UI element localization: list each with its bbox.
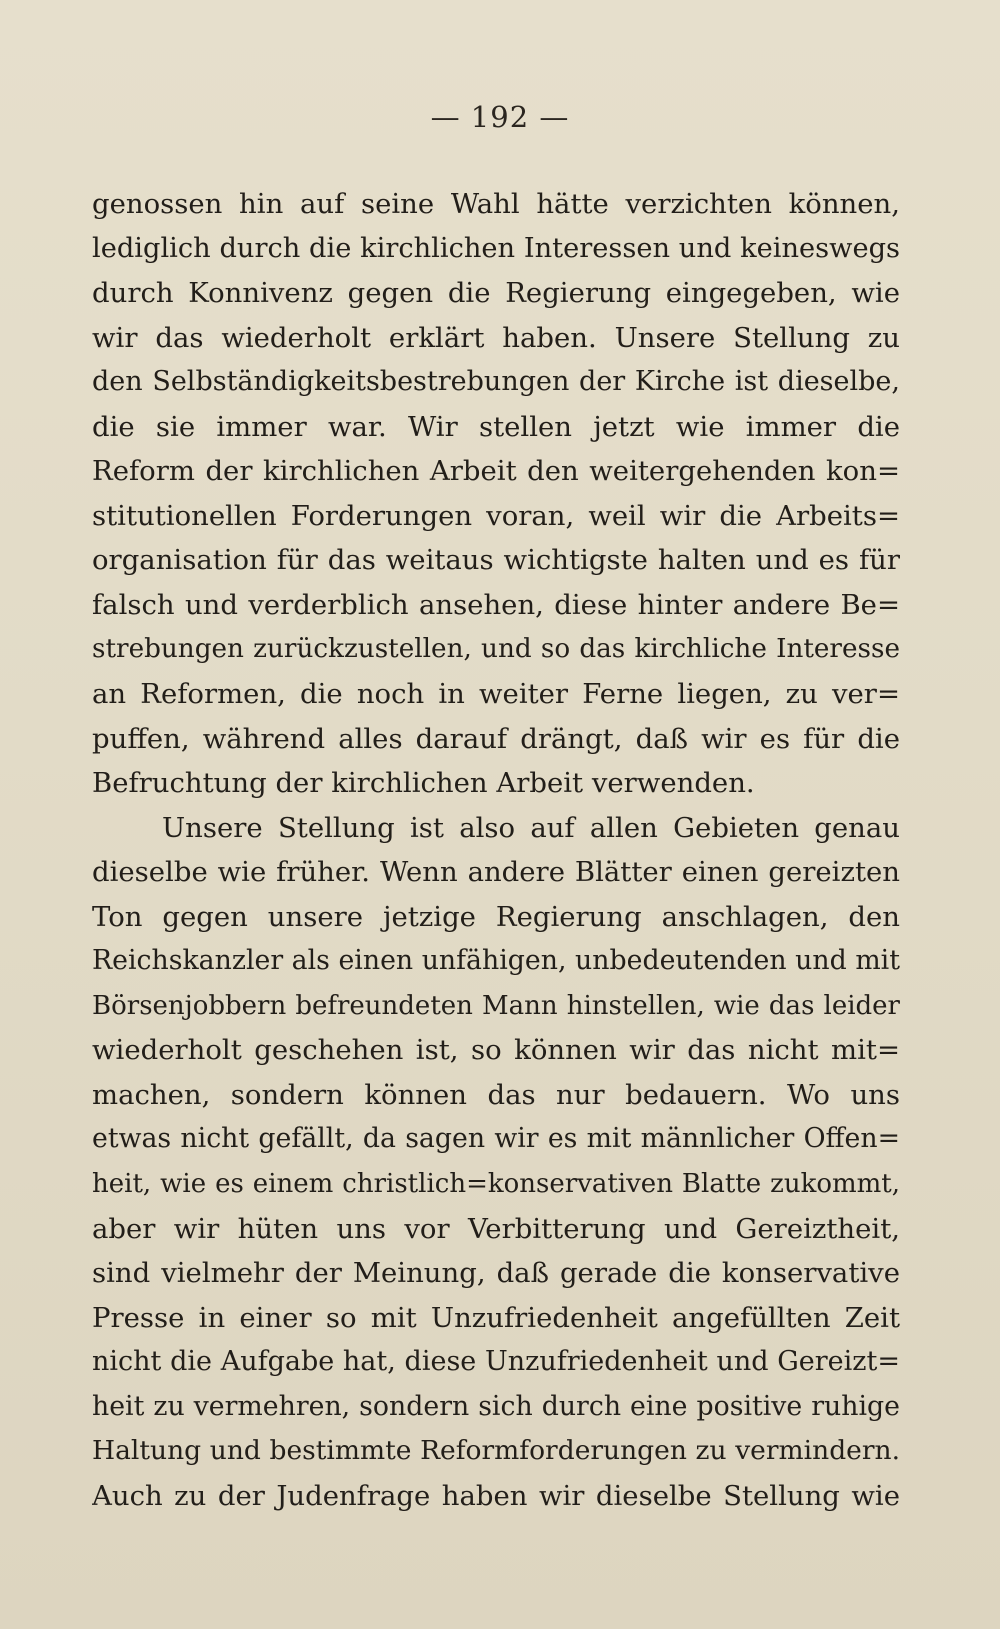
text-line: Reform der kirchlichen Arbeit den weitergehenden kon=	[92, 455, 900, 488]
text-line: falsch und verderblich ansehen, diese hinter andere Be=	[92, 588, 900, 621]
text-line: dieselbe wie früher. Wenn andere Blätter einen gereizten	[92, 856, 900, 889]
text-line: heit zu vermehren, sondern sich durch eine positive ruhige	[92, 1390, 900, 1422]
text-line: Auch zu der Judenfrage haben wir dieselbe Stellung wie	[92, 1479, 900, 1512]
text-line: Ton gegen unsere jetzige Regierung anschlagen, den	[92, 900, 900, 933]
paragraph	[92, 806, 900, 1519]
text-line: organisation für das weitaus wichtigste halten und es für	[92, 544, 900, 577]
text-line: puffen, während alles darauf drängt, daß wir es für die	[92, 722, 900, 755]
text-line: Börsenjobbern befreundeten Mann hinstellen, wie das leider	[92, 990, 900, 1021]
text-line: Haltung und bestimmte Reformforderungen zu vermindern.	[92, 1435, 900, 1467]
paragraph	[92, 182, 900, 806]
text-line: die sie immer war. Wir stellen jetzt wie immer die	[92, 410, 900, 443]
text-line: heit, wie es einem christlich=konservativen Blatte zukommt,	[92, 1169, 900, 1200]
text-line: durch Konnivenz gegen die Regierung eingegeben, wie	[92, 277, 900, 310]
text-line: strebungen zurückzustellen, und so das kirchliche Interesse	[92, 634, 900, 665]
text-line: etwas nicht gefällt, da sagen wir es mit männlicher Offen=	[92, 1123, 900, 1155]
text-line: stitutionellen Forderungen voran, weil wir die Arbeits=	[92, 499, 900, 532]
text-line: den Selbständigkeitsbestrebungen der Kirche ist dieselbe,	[92, 366, 900, 398]
text-line: lediglich durch die kirchlichen Interessen und keineswegs	[92, 232, 900, 264]
text-line: Presse in einer so mit Unzufriedenheit angefüllten Zeit	[92, 1301, 900, 1334]
body-text	[92, 182, 900, 1518]
text-line: machen, sondern können das nur bedauern. Wo uns	[92, 1078, 900, 1111]
text-line: Unsere Stellung ist also auf allen Gebieten genau	[162, 811, 900, 844]
text-line: sind vielmehr der Meinung, daß gerade die konservative	[92, 1257, 900, 1290]
text-line: aber wir hüten uns vor Verbitterung und Gereiztheit,	[92, 1212, 900, 1245]
text-line: Reichskanzler als einen unfähigen, unbedeutenden und mit	[92, 945, 900, 977]
text-line: genossen hin auf seine Wahl hätte verzichten können,	[92, 188, 900, 220]
text-line: nicht die Aufgabe hat, diese Unzufriedenheit und Gereizt=	[92, 1346, 900, 1378]
text-line: wir das wiederholt erklärt haben. Unsere Stellung zu	[92, 321, 900, 354]
page-number: — 192 —	[430, 100, 570, 134]
text-line: an Reformen, die noch in weiter Ferne liegen, zu ver=	[92, 678, 900, 711]
text-line: Befruchtung der kirchlichen Arbeit verwenden.	[92, 767, 755, 800]
text-line: wiederholt geschehen ist, so können wir das nicht mit=	[92, 1034, 900, 1067]
